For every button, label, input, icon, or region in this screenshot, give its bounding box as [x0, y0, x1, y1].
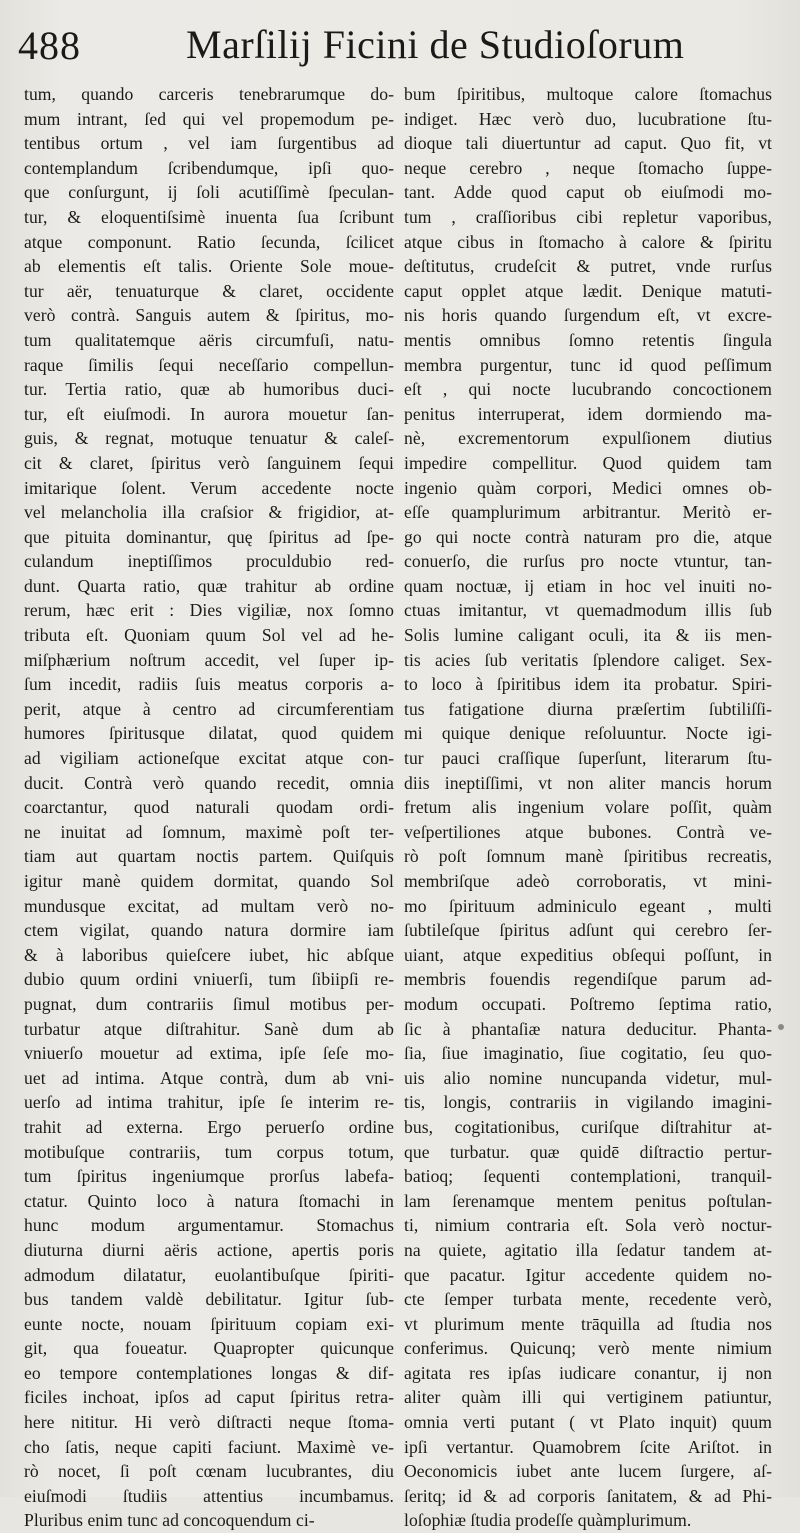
text-line: tributa eſt. Quoniam quum Sol vel ad he- — [24, 625, 394, 646]
page-number: 488 — [18, 23, 81, 68]
text-line: mo ſpirituum adminiculo egeant , multi — [404, 895, 772, 916]
text-line: git, qua foueatur. Quapropter quicunque — [24, 1338, 394, 1359]
text-line: conferimus. Quicunq; verò mente nimium — [404, 1338, 772, 1359]
text-line: ſum incedit, radiis ſuis meatus corporis a- — [24, 674, 394, 695]
text-line: perit, atque à centro ad circumferentiam — [24, 698, 394, 719]
text-line: igitur manè quidem dormitat, quando Sol — [24, 871, 394, 891]
text-line: raque ſimilis ſequi neceſſario compellun- — [24, 354, 394, 375]
text-line: bum ſpiritibus, multoque calore ſtomachus — [404, 84, 772, 104]
text-line: eunte nocte, nouam ſpirituum copiam exi- — [24, 1313, 394, 1334]
text-line: eo tempore contemplationes longas & dif- — [24, 1362, 394, 1383]
text-line: diis ineptiſſimi, vt non aliter mancis horum — [404, 772, 772, 793]
text-line: que pacatur. Igitur accedente quidem no- — [404, 1264, 772, 1285]
text-line: mundusque excitat, ad multam verò no- — [24, 895, 394, 916]
text-line: ti, nimium contraria eſt. Sola verò noctur- — [404, 1215, 772, 1236]
text-line: tum, quando carceris tenebrarumque do- — [24, 84, 394, 104]
text-line: humores ſpiritusque dilatat, quod quidem — [24, 723, 394, 744]
text-line: ctem vigilat, quando natura dormire iam — [24, 920, 394, 941]
text-line: dunt. Quarta ratio, quæ trahitur ab ordine — [24, 575, 394, 596]
text-line: que turbatur. quæ quidē diſtractio pertur- — [404, 1141, 772, 1162]
text-line: ctatur. Quinto loco à natura ſtomachi in — [24, 1190, 394, 1211]
running-title: Marſilij Ficini de Studioſorum — [186, 22, 685, 67]
text-line: & à laboribus quieſcere iubet, hic abſque — [24, 944, 394, 965]
text-line: indiget. Hæc verò duo, lucubratione ſtu- — [404, 108, 772, 129]
text-line: membriſque adeò corroboratis, vt mini- — [404, 871, 772, 891]
text-line: tant. Adde quod caput ob eiuſmodi mo- — [404, 182, 772, 203]
text-line: tum , craſſioribus cibi repletur vaporibus, — [404, 206, 772, 227]
text-line: rerum, hæc erit : Dies vigiliæ, nox ſomno — [24, 600, 394, 621]
text-line: membris fouendis regendiſque parum ad- — [404, 969, 772, 990]
text-line: na quiete, agitatio illa ſedatur tandem at- — [404, 1239, 772, 1260]
text-line: cte ſemper turbata mente, recedente verò, — [404, 1289, 772, 1310]
text-line: ſic à phantaſiæ natura deducitur. Phanta- — [404, 1018, 772, 1039]
text-line: ſia, ſiue imaginatio, ſiue cogitatio, ſeu quo- — [404, 1043, 772, 1064]
text-line: que conſurgunt, ij ſoli acutiſſimè ſpeculan- — [24, 182, 394, 203]
text-line: lam ſerenamque mentem penitus poſtulan- — [404, 1190, 772, 1211]
text-line: dioque tali diuertuntur ad caput. Quo fit, vt — [404, 133, 772, 154]
text-line: atque componunt. Ratio ſecunda, ſcilicet — [24, 231, 394, 252]
text-line: contemplandum ſcribendumque, ipſi quo- — [24, 157, 394, 178]
text-line: modum occupati. Poſtremo ſeptima ratio, — [404, 993, 772, 1014]
text-line: uet ad intima. Atque contrà, dum ab vni- — [24, 1067, 394, 1088]
text-line: tentibus ortum , vel iam ſurgentibus ad — [24, 133, 394, 154]
text-line: tur, eſt eiuſmodi. In aurora mouetur ſan- — [24, 403, 394, 424]
text-line: Solis lumine caligant oculi, ita & iis men- — [404, 625, 772, 646]
text-line: ctuas imitantur, vt quemadmodum illis ſub — [404, 600, 772, 621]
text-line: neque cerebro , neque ſtomacho ſuppe- — [404, 157, 772, 178]
text-line: nè, excrementorum expulſionem diutius — [404, 428, 772, 449]
text-line: turbatur atque diſtrahitur. Sanè dum ab — [24, 1018, 394, 1039]
text-line: tiam aut quartam noctis partem. Quiſquis — [24, 846, 394, 867]
text-line: uerſo ad intima trahitur, ipſe ſe interim re- — [24, 1092, 394, 1113]
text-line: ipſi vertantur. Quamobrem ſcite Ariſtot. in — [404, 1436, 772, 1457]
text-line: tur. Tertia ratio, quæ ab humoribus duci- — [24, 379, 394, 400]
text-line: batioq; ſequenti contemplationi, tranquil- — [404, 1166, 772, 1187]
text-line: ficiles inchoat, ipſos ad caput ſpiritus retra- — [24, 1387, 394, 1408]
text-line: imitarique ſolent. Verum accedente nocte — [24, 477, 394, 498]
text-line: dubio quum ordini vniuerſi, tum ſibiipſi re- — [24, 969, 394, 990]
text-line: vel melancholia illa craſsior & frigidior, at- — [24, 502, 394, 523]
text-line: ad vigiliam actioneſque excitat atque con- — [24, 748, 394, 769]
text-line: tum qualitatemque aëris circumfuſi, natu- — [24, 329, 394, 350]
text-line: ducit. Contrà verò quando recedit, omnia — [24, 772, 394, 793]
text-line: to loco à ſpiritibus idem ita probatur. Spiri- — [404, 674, 772, 695]
margin-ink-dot — [778, 1024, 784, 1030]
text-line: eiuſmodi ſtudiis attentius incumbamus. — [24, 1485, 394, 1506]
text-line: guis, & regnat, motuque tenuatur & caleſ- — [24, 428, 394, 449]
text-line: bus tandem valdè debilitatur. Igitur ſub- — [24, 1289, 394, 1310]
text-line: nis horis quando ſurgendum eſt, vt excre- — [404, 305, 772, 326]
right-text-column — [404, 82, 772, 1533]
text-line: agitata res ipſas iudicare conantur, ij non — [404, 1362, 772, 1383]
text-line: mentis omnibus ſomno retentis ſingula — [404, 329, 772, 350]
text-line: miſphærium noſtrum accedit, vel ſuper ip- — [24, 649, 394, 670]
text-line: que pituita dominantur, quę ſpiritus ad ſpe- — [24, 526, 394, 547]
text-line: coarctantur, quod naturali quodam ordi- — [24, 797, 394, 818]
text-line: quam noctuæ, ij etiam in hoc vel inuiti no- — [404, 575, 772, 596]
text-line: ſubtileſque ſpiritus adſunt qui cerebro ſer- — [404, 920, 772, 941]
text-line: fretum alis ingenium volare poſſit, quàm — [404, 797, 772, 818]
text-line: omnia verti putant ( vt Plato inquit) quum — [404, 1412, 772, 1433]
text-line: tur pauci craſſique ſuperſunt, literarum ſtu- — [404, 748, 772, 769]
text-line: cho ſatis, neque capiti faciunt. Maximè ve- — [24, 1436, 394, 1457]
text-line: trahit ad externa. Ergo peruerſo ordine — [24, 1116, 394, 1137]
text-line: bus, cogitationibus, curiſque diſtrahitur at- — [404, 1116, 772, 1137]
text-line: impedire compellitur. Quod quidem tam — [404, 452, 772, 473]
text-line: rò poſt ſomnum manè ſpiritibus recreatis, — [404, 846, 772, 867]
text-line: veſpertiliones atque bubones. Contrà ve- — [404, 821, 772, 842]
text-line: eſt , qui nocte lucubrando concoctionem — [404, 379, 772, 400]
page-header — [0, 14, 800, 74]
text-line: aliter quàm illi qui vertiginem patiuntur, — [404, 1387, 772, 1408]
text-line: go qui nocte contrà naturam pro die, atque — [404, 526, 772, 547]
text-line: uis alio nomine nuncupanda videtur, mul- — [404, 1067, 772, 1088]
left-text-column — [24, 82, 394, 1533]
text-line: verò contrà. Sanguis autem & ſpiritus, mo- — [24, 305, 394, 326]
text-line: ne inuitat ad ſomnum, maximè poſt ter- — [24, 821, 394, 842]
text-line: membra purgentur, tunc id quod peſſimum — [404, 354, 772, 375]
text-line: hunc modum argumentamur. Stomachus — [24, 1215, 394, 1236]
text-line: uiant, atque expeditius obſequi poſſunt, in — [404, 944, 772, 965]
text-line: culandum ineptiſſimos proculdubio red- — [24, 551, 394, 572]
text-line: Pluribus enim tunc ad concoquendum ci- — [24, 1510, 315, 1531]
text-line: deſtitutus, crudeſcit & putret, vnde rurſus — [404, 256, 772, 277]
text-line: atque cibus in ſtomacho à calore & ſpiritu — [404, 231, 772, 252]
text-line: caput opplet atque lædit. Denique matuti- — [404, 280, 772, 301]
text-line: ingenio quàm corpori, Medici omnes ob- — [404, 477, 772, 498]
text-line: mum intrant, ſed qui vel propemodum pe- — [24, 108, 394, 129]
text-line: eſſe quamplurimum arbitrantur. Meritò er- — [404, 502, 772, 523]
text-line: cit & claret, ſpiritus verò ſanguinem ſequi — [24, 452, 394, 473]
text-line: diuturna diurni aëris actione, apertis poris — [24, 1239, 394, 1260]
text-line: Oeconomicis iubet ante lucem ſurgere, aſ- — [404, 1461, 772, 1482]
text-line: ab elementis eſt talis. Oriente Sole moue- — [24, 256, 394, 277]
text-line: here nititur. Hi verò diſtracti neque ſtoma- — [24, 1412, 394, 1433]
text-line: ſeritq; id & ad corporis ſanitatem, & ad Phi- — [404, 1485, 772, 1506]
text-line: tis, longis, contrariis in vigilando imagini- — [404, 1092, 772, 1113]
text-line: rò nocet, ſi poſt cœnam lucubrantes, diu — [24, 1461, 394, 1482]
text-line: admodum dilatatur, euolantibuſque ſpiriti- — [24, 1264, 394, 1285]
text-line: tus fatigatione diurna præſertim ſubtiliſſi- — [404, 698, 772, 719]
text-line: tur, & eloquentiſsimè inuenta ſua ſcribunt — [24, 206, 394, 227]
text-line: motibuſque contrariis, tum corpus totum, — [24, 1141, 394, 1162]
text-line: tum ſpiritus ingeniumque prorſus labefa- — [24, 1166, 394, 1187]
text-line: pugnat, dum contrariis ſimul motibus per- — [24, 993, 394, 1014]
text-line: penitus interruperat, idem dormiendo ma- — [404, 403, 772, 424]
text-line: vt plurimum mente trāquilla ad ſtudia nos — [404, 1313, 772, 1334]
text-line: vniuerſo mouetur ad extima, ipſe ſeſe mo- — [24, 1043, 394, 1064]
text-line: tur aër, tenuaturque & claret, occidente — [24, 280, 394, 301]
text-line: loſophiæ ſtudia prodeſſe quàmplurimum. — [404, 1510, 692, 1531]
text-line: mi quique denique reſoluuntur. Nocte igi- — [404, 723, 772, 744]
text-line: tis acies ſub veritatis ſplendore caliget. Sex- — [404, 649, 772, 670]
text-line: conuerſo, die rurſus pro nocte vtuntur, tan- — [404, 551, 772, 572]
